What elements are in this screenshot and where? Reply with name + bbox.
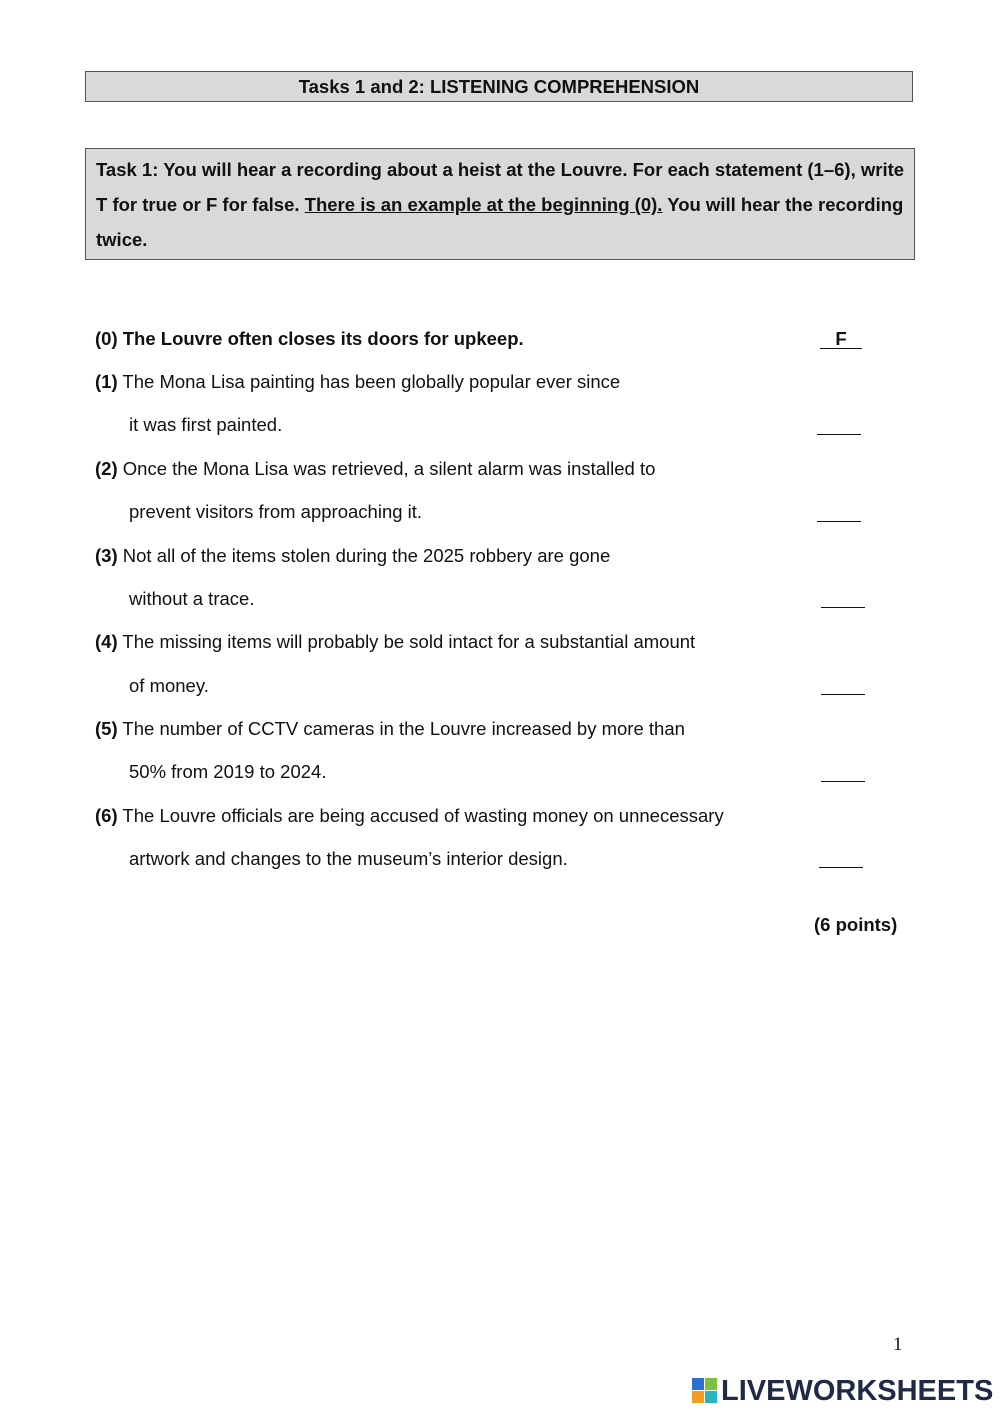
- statement-4-number: (4): [95, 631, 118, 652]
- instructions-part1: Task 1: You will hear a recording about a heist at the Louvre. For each statement (1–6), write T for true or F for false.: [96, 159, 905, 215]
- statement-4-line1: [95, 630, 695, 654]
- statement-5-line1: [95, 717, 685, 741]
- statement-4-line2: of money.: [129, 675, 209, 696]
- statement-6-text: The Louvre officials are being accused of wasting money on unnecessary: [117, 805, 724, 826]
- statement-2-line2: prevent visitors from approaching it.: [129, 501, 423, 522]
- logo-square-green: [705, 1378, 717, 1390]
- statement-4-text: The missing items will probably be sold intact for a substantial amount: [117, 631, 696, 652]
- liveworksheets-logo-icon: [692, 1378, 718, 1404]
- statement-2-text: Once the Mona Lisa was retrieved, a silent alarm was installed to: [117, 458, 656, 479]
- statement-3-answer-blank[interactable]: [821, 607, 865, 608]
- statement-2-line1: [95, 457, 655, 481]
- logo-square-orange: [692, 1391, 704, 1403]
- statement-1-line2: it was first painted.: [129, 414, 283, 435]
- logo-square-blue: [692, 1378, 704, 1390]
- example-statement: (0) The Louvre often closes its doors for upkeep.: [95, 328, 524, 349]
- statement-3-line1: [95, 544, 610, 568]
- statement-1-text: The Mona Lisa painting has been globally popular ever since: [117, 371, 621, 392]
- statement-1-line1: [95, 370, 620, 394]
- logo-square-teal: [705, 1391, 717, 1403]
- section-title: Tasks 1 and 2: LISTENING COMPREHENSION: [85, 71, 913, 102]
- statement-6-answer-blank[interactable]: [819, 867, 863, 868]
- instructions-part2: You will hear the recording twice.: [96, 194, 904, 250]
- statement-6-number: (6): [95, 805, 118, 826]
- statement-3-text: Not all of the items stolen during the 2025 robbery are gone: [117, 545, 611, 566]
- instructions-underlined: There is an example at the beginning (0).: [304, 194, 663, 215]
- statement-4-answer-blank[interactable]: [821, 694, 865, 695]
- brand-name: LIVEWORKSHEETS: [721, 1375, 994, 1407]
- statement-5-answer-blank[interactable]: [821, 781, 865, 782]
- statement-6-line1: [95, 804, 724, 828]
- statement-2-answer-blank[interactable]: [817, 521, 861, 522]
- statement-6-line2: artwork and changes to the museum’s interior design.: [129, 848, 568, 869]
- statement-3-number: (3): [95, 545, 118, 566]
- brand-watermark: [692, 1374, 993, 1408]
- example-answer: F: [820, 327, 862, 349]
- statement-2-number: (2): [95, 458, 118, 479]
- statement-3-line2: without a trace.: [129, 588, 255, 609]
- page-number: 1: [893, 1334, 903, 1355]
- statement-1-number: (1): [95, 371, 118, 392]
- statement-5-text: The number of CCTV cameras in the Louvre increased by more than: [117, 718, 685, 739]
- points-label: (6 points): [814, 914, 898, 935]
- statement-1-answer-blank[interactable]: [817, 434, 861, 435]
- statement-5-number: (5): [95, 718, 118, 739]
- task-instructions: [85, 148, 915, 260]
- statement-5-line2: 50% from 2019 to 2024.: [129, 761, 327, 782]
